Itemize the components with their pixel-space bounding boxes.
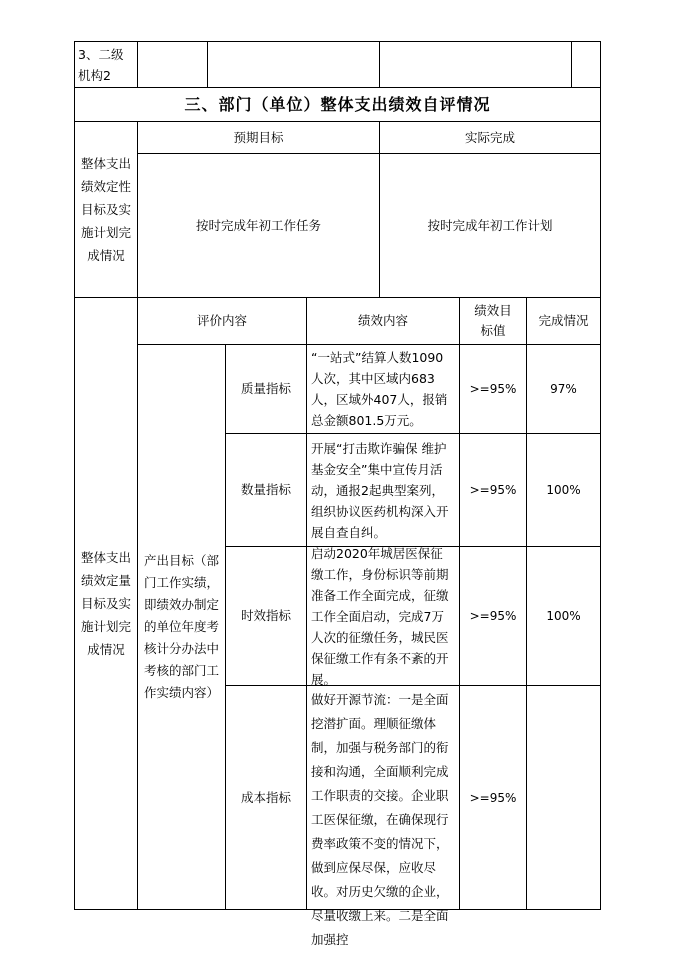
indicator-quantity bbox=[226, 434, 306, 546]
perf-content-header bbox=[307, 298, 459, 344]
target-cost bbox=[460, 686, 526, 909]
perf-content-header-text: 绩效内容 bbox=[357, 313, 408, 328]
content-timeliness-text: 启动2020年城居医保征缴工作，身份标识等前期准备工作全面完成，征缴工作全面启动，完成7万人次的征缴任务，城民医保征缴工作有条不紊的开展。 bbox=[311, 545, 449, 687]
result-quantity bbox=[527, 434, 600, 546]
rule bbox=[207, 41, 208, 87]
rule bbox=[74, 41, 601, 42]
eval-content-header-text: 评价内容 bbox=[196, 313, 247, 328]
target-quantity-text: >=95% bbox=[469, 483, 517, 497]
rule bbox=[379, 41, 380, 87]
content-quantity-text: 开展“打击欺诈骗保 维护基金安全”集中宣传月活动，通报2起典型案列，组织协议医药机构深入开展自查自纠。 bbox=[311, 440, 449, 540]
result-timeliness-text: 100% bbox=[546, 609, 581, 623]
sub-unit-label bbox=[75, 43, 137, 87]
content-cost bbox=[307, 686, 459, 947]
result-quantity-text: 100% bbox=[546, 483, 581, 497]
qualitative-row-label-text: 整体支出绩效定性目标及实施计划完成情况 bbox=[80, 156, 131, 263]
section-title-text: 三、部门（单位）整体支出绩效自评情况 bbox=[184, 94, 491, 114]
completion-header-text: 完成情况 bbox=[538, 313, 589, 328]
rule bbox=[137, 41, 138, 87]
indicator-quality-text: 质量指标 bbox=[240, 381, 291, 396]
indicator-cost-text: 成本指标 bbox=[240, 789, 291, 805]
indicator-cost bbox=[226, 686, 306, 909]
completion-header bbox=[527, 298, 600, 344]
content-quality-text: “一站式”结算人数1090人次，其中区域内683人，区域外407人，报销总金额801.5万元。 bbox=[311, 350, 448, 428]
content-quality bbox=[307, 345, 459, 433]
expected-header bbox=[138, 122, 379, 153]
actual-header-text: 实际完成 bbox=[464, 129, 515, 145]
indicator-quantity-text: 数量指标 bbox=[240, 482, 291, 497]
quantitative-row-label-text: 整体支出绩效定量目标及实施计划完成情况 bbox=[80, 550, 131, 657]
result-quality bbox=[527, 345, 600, 433]
result-quality-text: 97% bbox=[550, 382, 577, 396]
expected-text-value: 按时完成年初工作任务 bbox=[195, 217, 321, 233]
indicator-quality bbox=[226, 345, 306, 433]
quantitative-row-label bbox=[75, 298, 137, 909]
target-quantity bbox=[460, 434, 526, 546]
eval-content-header bbox=[138, 298, 306, 344]
target-quality bbox=[460, 345, 526, 433]
target-cost-text: >=95% bbox=[469, 790, 517, 805]
sub-unit-label-text: 3、二级机构2 bbox=[78, 47, 124, 83]
actual-header bbox=[380, 122, 600, 153]
content-cost-text: 做好开源节流：一是全面挖潜扩面。理顺征缴体制，加强与税务部门的衔接和沟通，全面顺利完成工作职责的交接。企业职工医保征缴，在确保现行费率政策不变的情况下，做到应保尽保，应收尽收。对历史欠缴的企业，尽量收缴上来。二是全面加强控 bbox=[311, 692, 449, 947]
output-goal-label-text: 产出目标（部门工作实绩，即绩效办制定的单位年度考核计分办法中考核的部门工作实绩内容） bbox=[143, 553, 219, 700]
target-timeliness bbox=[460, 547, 526, 685]
rule bbox=[571, 41, 572, 87]
expected-header-text: 预期目标 bbox=[233, 129, 284, 145]
target-value-header bbox=[460, 298, 526, 344]
output-goal-label bbox=[138, 345, 225, 909]
indicator-timeliness-text: 时效指标 bbox=[240, 608, 291, 623]
target-quality-text: >=95% bbox=[469, 382, 517, 396]
result-cost bbox=[527, 686, 600, 909]
target-timeliness-text: >=95% bbox=[469, 609, 517, 623]
expected-text bbox=[138, 154, 379, 297]
indicator-timeliness bbox=[226, 547, 306, 685]
rule bbox=[600, 41, 601, 910]
content-timeliness bbox=[307, 547, 459, 685]
actual-text-value: 按时完成年初工作计划 bbox=[427, 217, 553, 233]
result-timeliness bbox=[527, 547, 600, 685]
actual-text bbox=[380, 154, 600, 297]
qualitative-row-label bbox=[75, 122, 137, 297]
content-quantity bbox=[307, 434, 459, 546]
section-title bbox=[75, 88, 600, 121]
target-value-header-text: 绩效目标值 bbox=[474, 303, 512, 338]
